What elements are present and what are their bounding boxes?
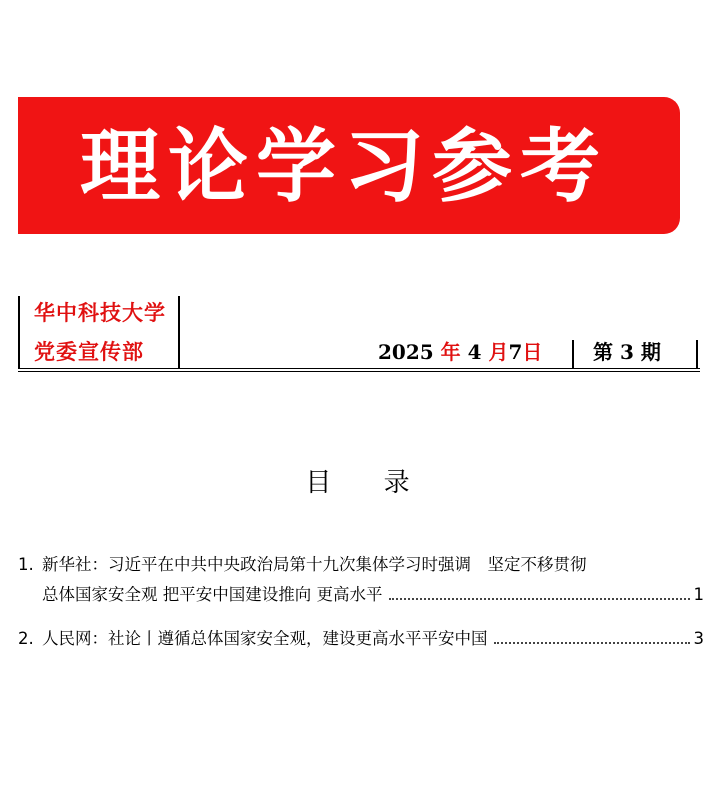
toc-heading: 目 录 (305, 468, 432, 498)
toc-page-number[interactable]: 1 (693, 585, 704, 604)
date-year-unit: 年 (440, 340, 461, 364)
date-day: 7 (508, 340, 523, 364)
header-rule (18, 368, 700, 369)
toc-item-title[interactable]: 新华社：习近平在中共中央政治局第十九次集体学习时强调 坚定不移贯彻 (42, 555, 587, 574)
divider-bar (572, 340, 574, 368)
issue-number: 第 3 期 (593, 340, 661, 364)
divider-bar (696, 340, 698, 368)
toc-item[interactable] (18, 624, 704, 654)
publisher-university: 华中科技大学 (34, 300, 166, 325)
toc-item-title[interactable]: 人民网：社论丨遵循总体国家安全观，建设更高水平平安中国 (42, 629, 488, 648)
toc-page-number[interactable]: 3 (693, 629, 704, 648)
publication-title: 理论学习参考 (80, 119, 608, 213)
toc-leader-dots (494, 641, 690, 644)
issue-date (378, 338, 542, 366)
toc-leader-dots (389, 597, 690, 600)
toc-item-number: 2. (18, 629, 34, 648)
toc-item-title-cont[interactable]: 总体国家安全观 把平安中国建设推向 更高水平 (42, 585, 383, 604)
date-day-unit: 日 (522, 340, 543, 364)
date-month: 4 (467, 340, 482, 364)
toc-item-number: 1. (18, 555, 34, 574)
toc-item[interactable] (18, 550, 704, 610)
header-rule (18, 371, 700, 372)
date-year: 2025 (378, 340, 434, 364)
publisher-box (18, 296, 180, 368)
date-month-unit: 月 (488, 340, 509, 364)
publisher-department: 党委宣传部 (34, 339, 144, 364)
